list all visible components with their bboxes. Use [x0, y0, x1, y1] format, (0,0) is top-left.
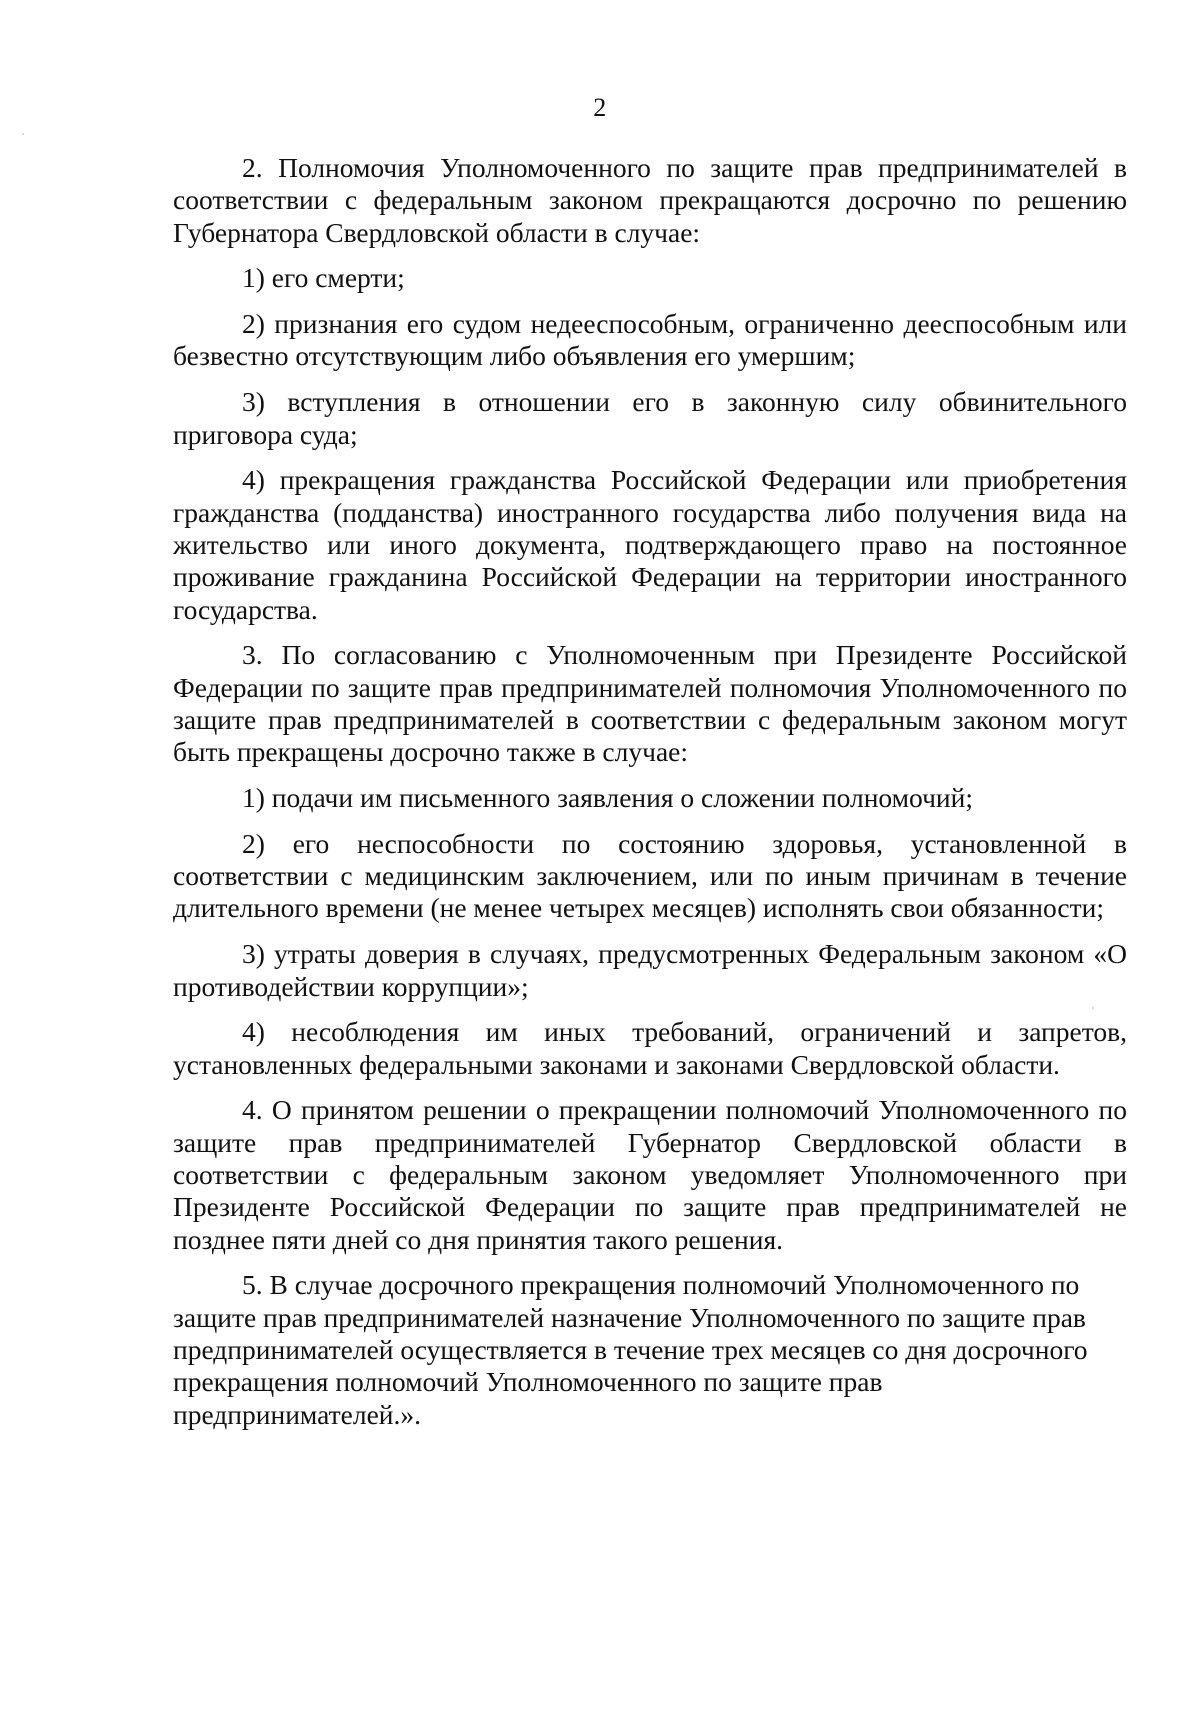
page-number: 2	[593, 93, 607, 122]
paragraph-section-5: 5. В случае досрочного прекращения полномочий Уполномоченного по защите прав предпринимателей назначение Уполномоченного по защите прав предпринимателей осуществляется в течение трех месяцев со дня досрочного прекращения полномочий Уполномоченного по защите прав предпринимателей.».	[173, 1269, 1088, 1430]
list-item-2-4: 4) прекращения гражданства Российской Федерации или приобретения гражданства (подданства) иностранного государства либо получения вида на жительство или иного документа, подтверждающего право на постоянное проживание гражданина Российской Федерации на территории иностранного государства.	[173, 464, 1127, 625]
document-body	[173, 152, 1127, 1444]
paragraph-section-3: 3. По согласованию с Уполномоченным при Президенте Российской Федерации по защите прав предпринимателей полномочия Уполномоченного по защите прав предпринимателей в соответствии с федеральным законом могут быть прекращены досрочно также в случае:	[173, 639, 1127, 768]
scan-speck	[22, 133, 24, 135]
paragraph-section-4: 4. О принятом решении о прекращении полномочий Уполномоченного по защите прав предпринимателей Губернатор Свердловской области в соответствии с федеральным законом уведомляет Уполномоченного при Президенте Российской Федерации по защите прав предпринимателей не позднее пяти дней со дня принятия такого решения.	[173, 1094, 1127, 1255]
list-item-2-3: 3) вступления в отношении его в законную силу обвинительного приговора суда;	[173, 386, 1127, 450]
list-item-3-4: 4) несоблюдения им иных требований, ограничений и запретов, установленных федеральными законами и законами Свердловской области.	[173, 1016, 1127, 1080]
list-item-2-2: 2) признания его судом недееспособным, ограниченно дееспособным или безвестно отсутствующим либо объявления его умершим;	[173, 308, 1127, 372]
list-item-3-2: 2) его неспособности по состоянию здоровья, установленной в соответствии с медицинским заключением, или по иным причинам в течение длительного времени (не менее четырех месяцев) исполнять свои обязанности;	[173, 827, 1127, 924]
paragraph-section-2: 2. Полномочия Уполномоченного по защите прав предпринимателей в соответствии с федеральным законом прекращаются досрочно по решению Губернатора Свердловской области в случае:	[173, 152, 1127, 248]
list-item-3-3: 3) утраты доверия в случаях, предусмотренных Федеральным законом «О противодействии коррупции»;	[173, 938, 1127, 1002]
list-item-3-1: 1) подачи им письменного заявления о сложении полномочий;	[242, 782, 973, 814]
list-item-2-1: 1) его смерти;	[242, 262, 405, 294]
